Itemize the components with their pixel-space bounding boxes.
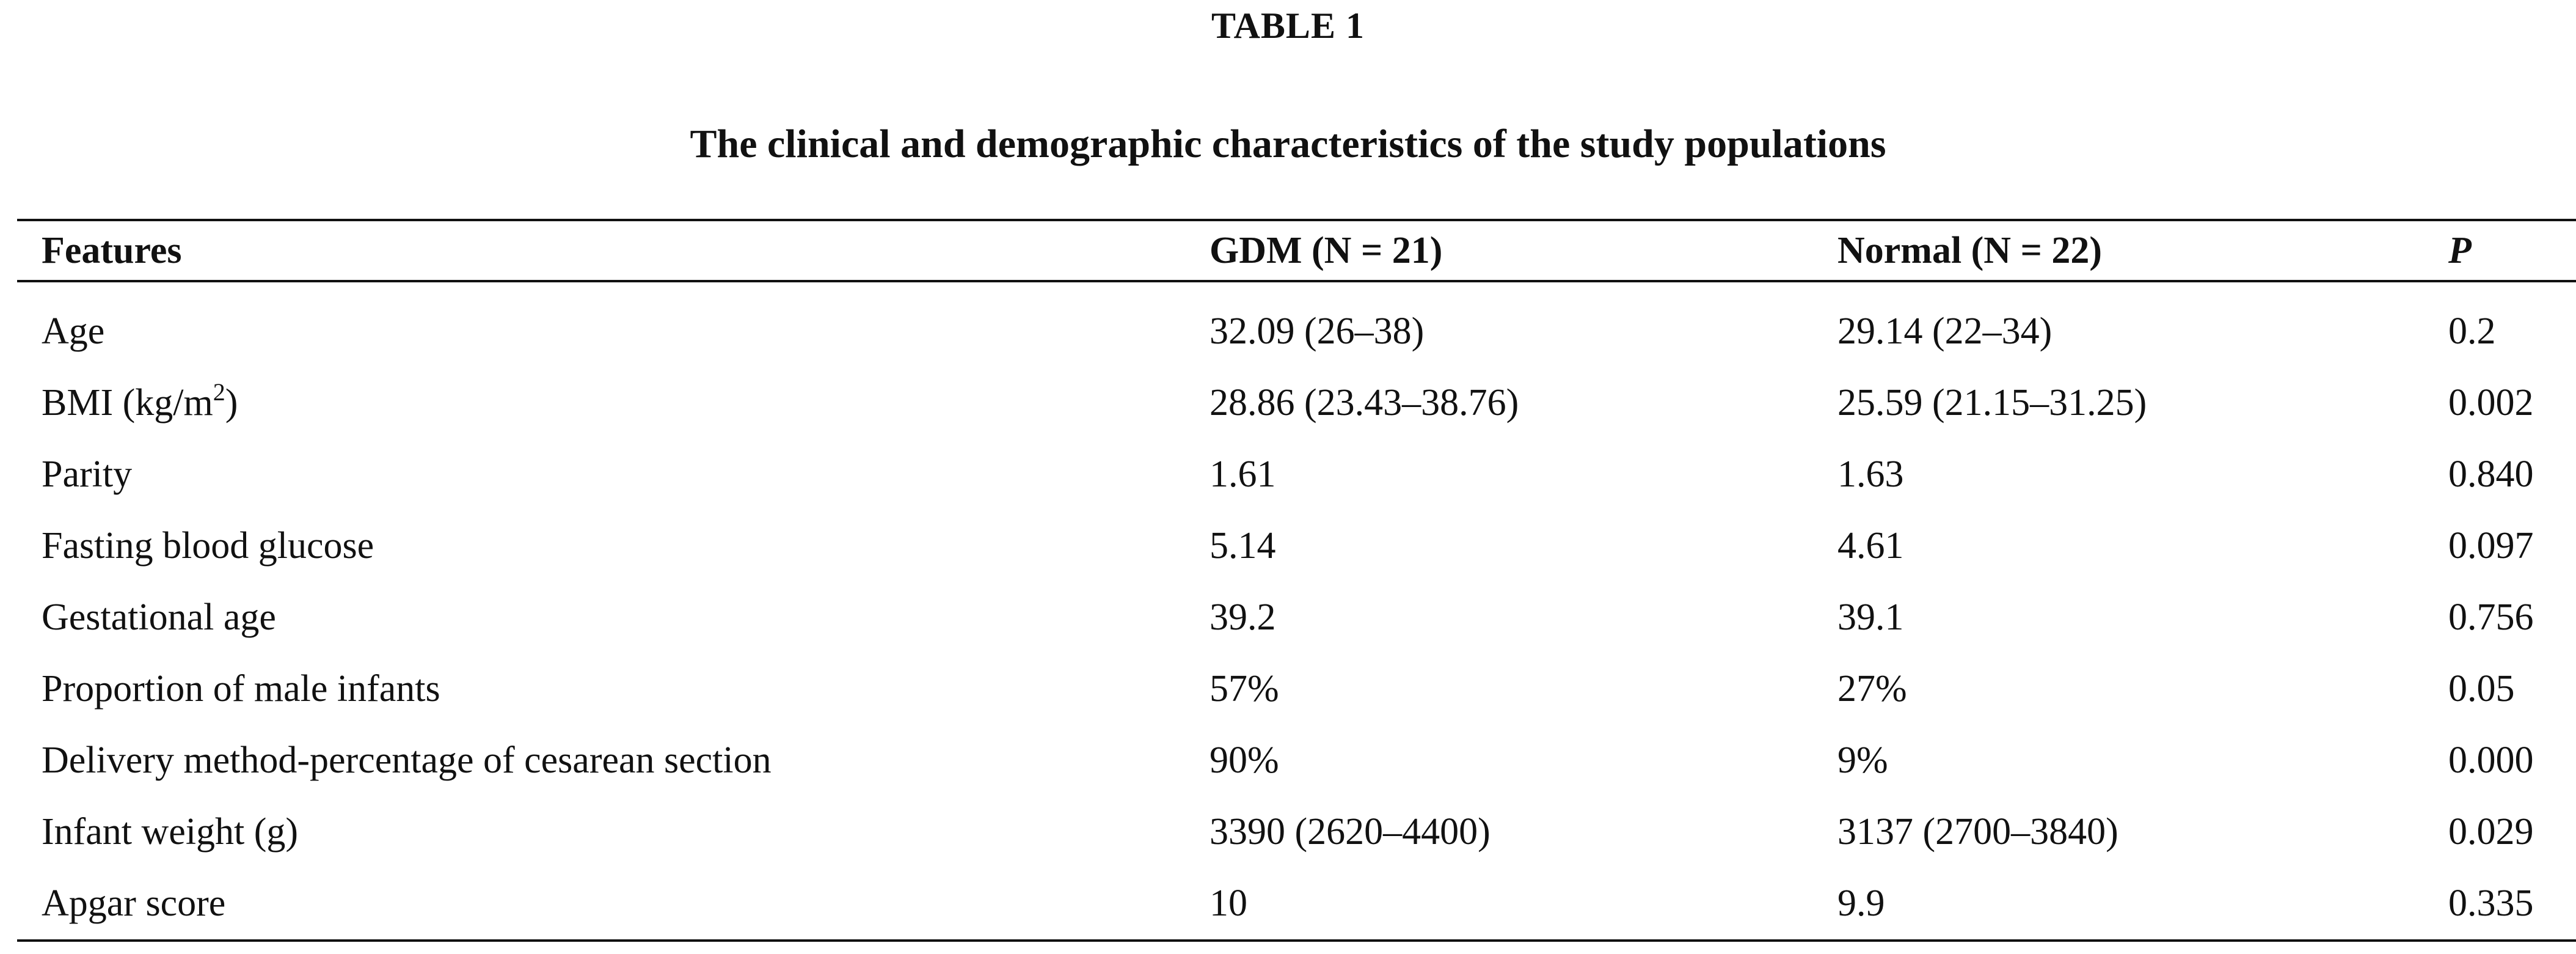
feature-cell: Age	[42, 310, 105, 352]
feature-cell: Infant weight (g)	[42, 811, 299, 853]
feature-cell	[17, 367, 1185, 439]
table-caption: The clinical and demographic characteristics of the study populations	[690, 122, 1886, 166]
feature-text: BMI (kg/m	[42, 382, 213, 424]
column-header-gdm: GDM (N = 21)	[1210, 229, 1443, 271]
gdm-cell: 39.2	[1210, 596, 1276, 638]
normal-cell: 25.59 (21.15–31.25)	[1837, 382, 2147, 424]
p-value-cell: 0.000	[2448, 739, 2534, 781]
feature-superscript: 2	[213, 378, 225, 406]
normal-cell: 4.61	[1837, 525, 1904, 567]
table-row	[17, 868, 2576, 941]
feature-cell: Proportion of male infants	[42, 668, 440, 710]
normal-cell: 9.9	[1837, 882, 1885, 924]
p-value-cell: 0.2	[2448, 310, 2496, 352]
column-header-normal: Normal (N = 22)	[1837, 229, 2103, 271]
normal-cell: 39.1	[1837, 596, 1904, 638]
normal-cell: 27%	[1837, 668, 1907, 710]
table-row	[17, 367, 2576, 439]
p-value-cell: 0.335	[2448, 882, 2534, 924]
normal-cell: 9%	[1837, 739, 1888, 781]
feature-suffix: )	[225, 382, 238, 424]
table-label: TABLE 1	[1211, 6, 1365, 46]
gdm-cell: 57%	[1210, 668, 1279, 710]
normal-cell: 3137 (2700–3840)	[1837, 811, 2118, 853]
p-value-cell: 0.756	[2448, 596, 2534, 638]
p-value-cell: 0.840	[2448, 453, 2534, 495]
table-row	[17, 439, 2576, 510]
gdm-cell: 32.09 (26–38)	[1210, 310, 1425, 352]
table-row	[17, 510, 2576, 582]
gdm-cell: 3390 (2620–4400)	[1210, 811, 1491, 853]
column-header-p: P	[2448, 229, 2472, 271]
feature-cell: Apgar score	[42, 882, 226, 924]
feature-cell: Gestational age	[42, 596, 276, 638]
table-row	[17, 725, 2576, 796]
table-row	[17, 582, 2576, 653]
normal-cell: 1.63	[1837, 453, 1904, 495]
characteristics-table	[17, 219, 2576, 942]
table-row	[17, 796, 2576, 868]
table-row	[17, 296, 2576, 367]
gdm-cell: 28.86 (23.43–38.76)	[1210, 382, 1519, 424]
gdm-cell: 10	[1210, 882, 1247, 924]
gdm-cell: 5.14	[1210, 525, 1276, 567]
table-header-row	[17, 220, 2576, 281]
feature-cell: Delivery method-percentage of cesarean section	[42, 739, 772, 781]
table-container	[17, 219, 2576, 942]
p-value-cell: 0.097	[2448, 525, 2534, 567]
table-row	[17, 653, 2576, 725]
gdm-cell: 1.61	[1210, 453, 1276, 495]
column-header-features: Features	[42, 229, 182, 271]
p-value-cell: 0.002	[2448, 382, 2534, 424]
p-value-cell: 0.029	[2448, 811, 2534, 853]
feature-cell: Fasting blood glucose	[42, 525, 374, 567]
normal-cell: 29.14 (22–34)	[1837, 310, 2052, 352]
feature-cell: Parity	[42, 453, 133, 495]
p-value-cell: 0.05	[2448, 668, 2515, 710]
gdm-cell: 90%	[1210, 739, 1279, 781]
